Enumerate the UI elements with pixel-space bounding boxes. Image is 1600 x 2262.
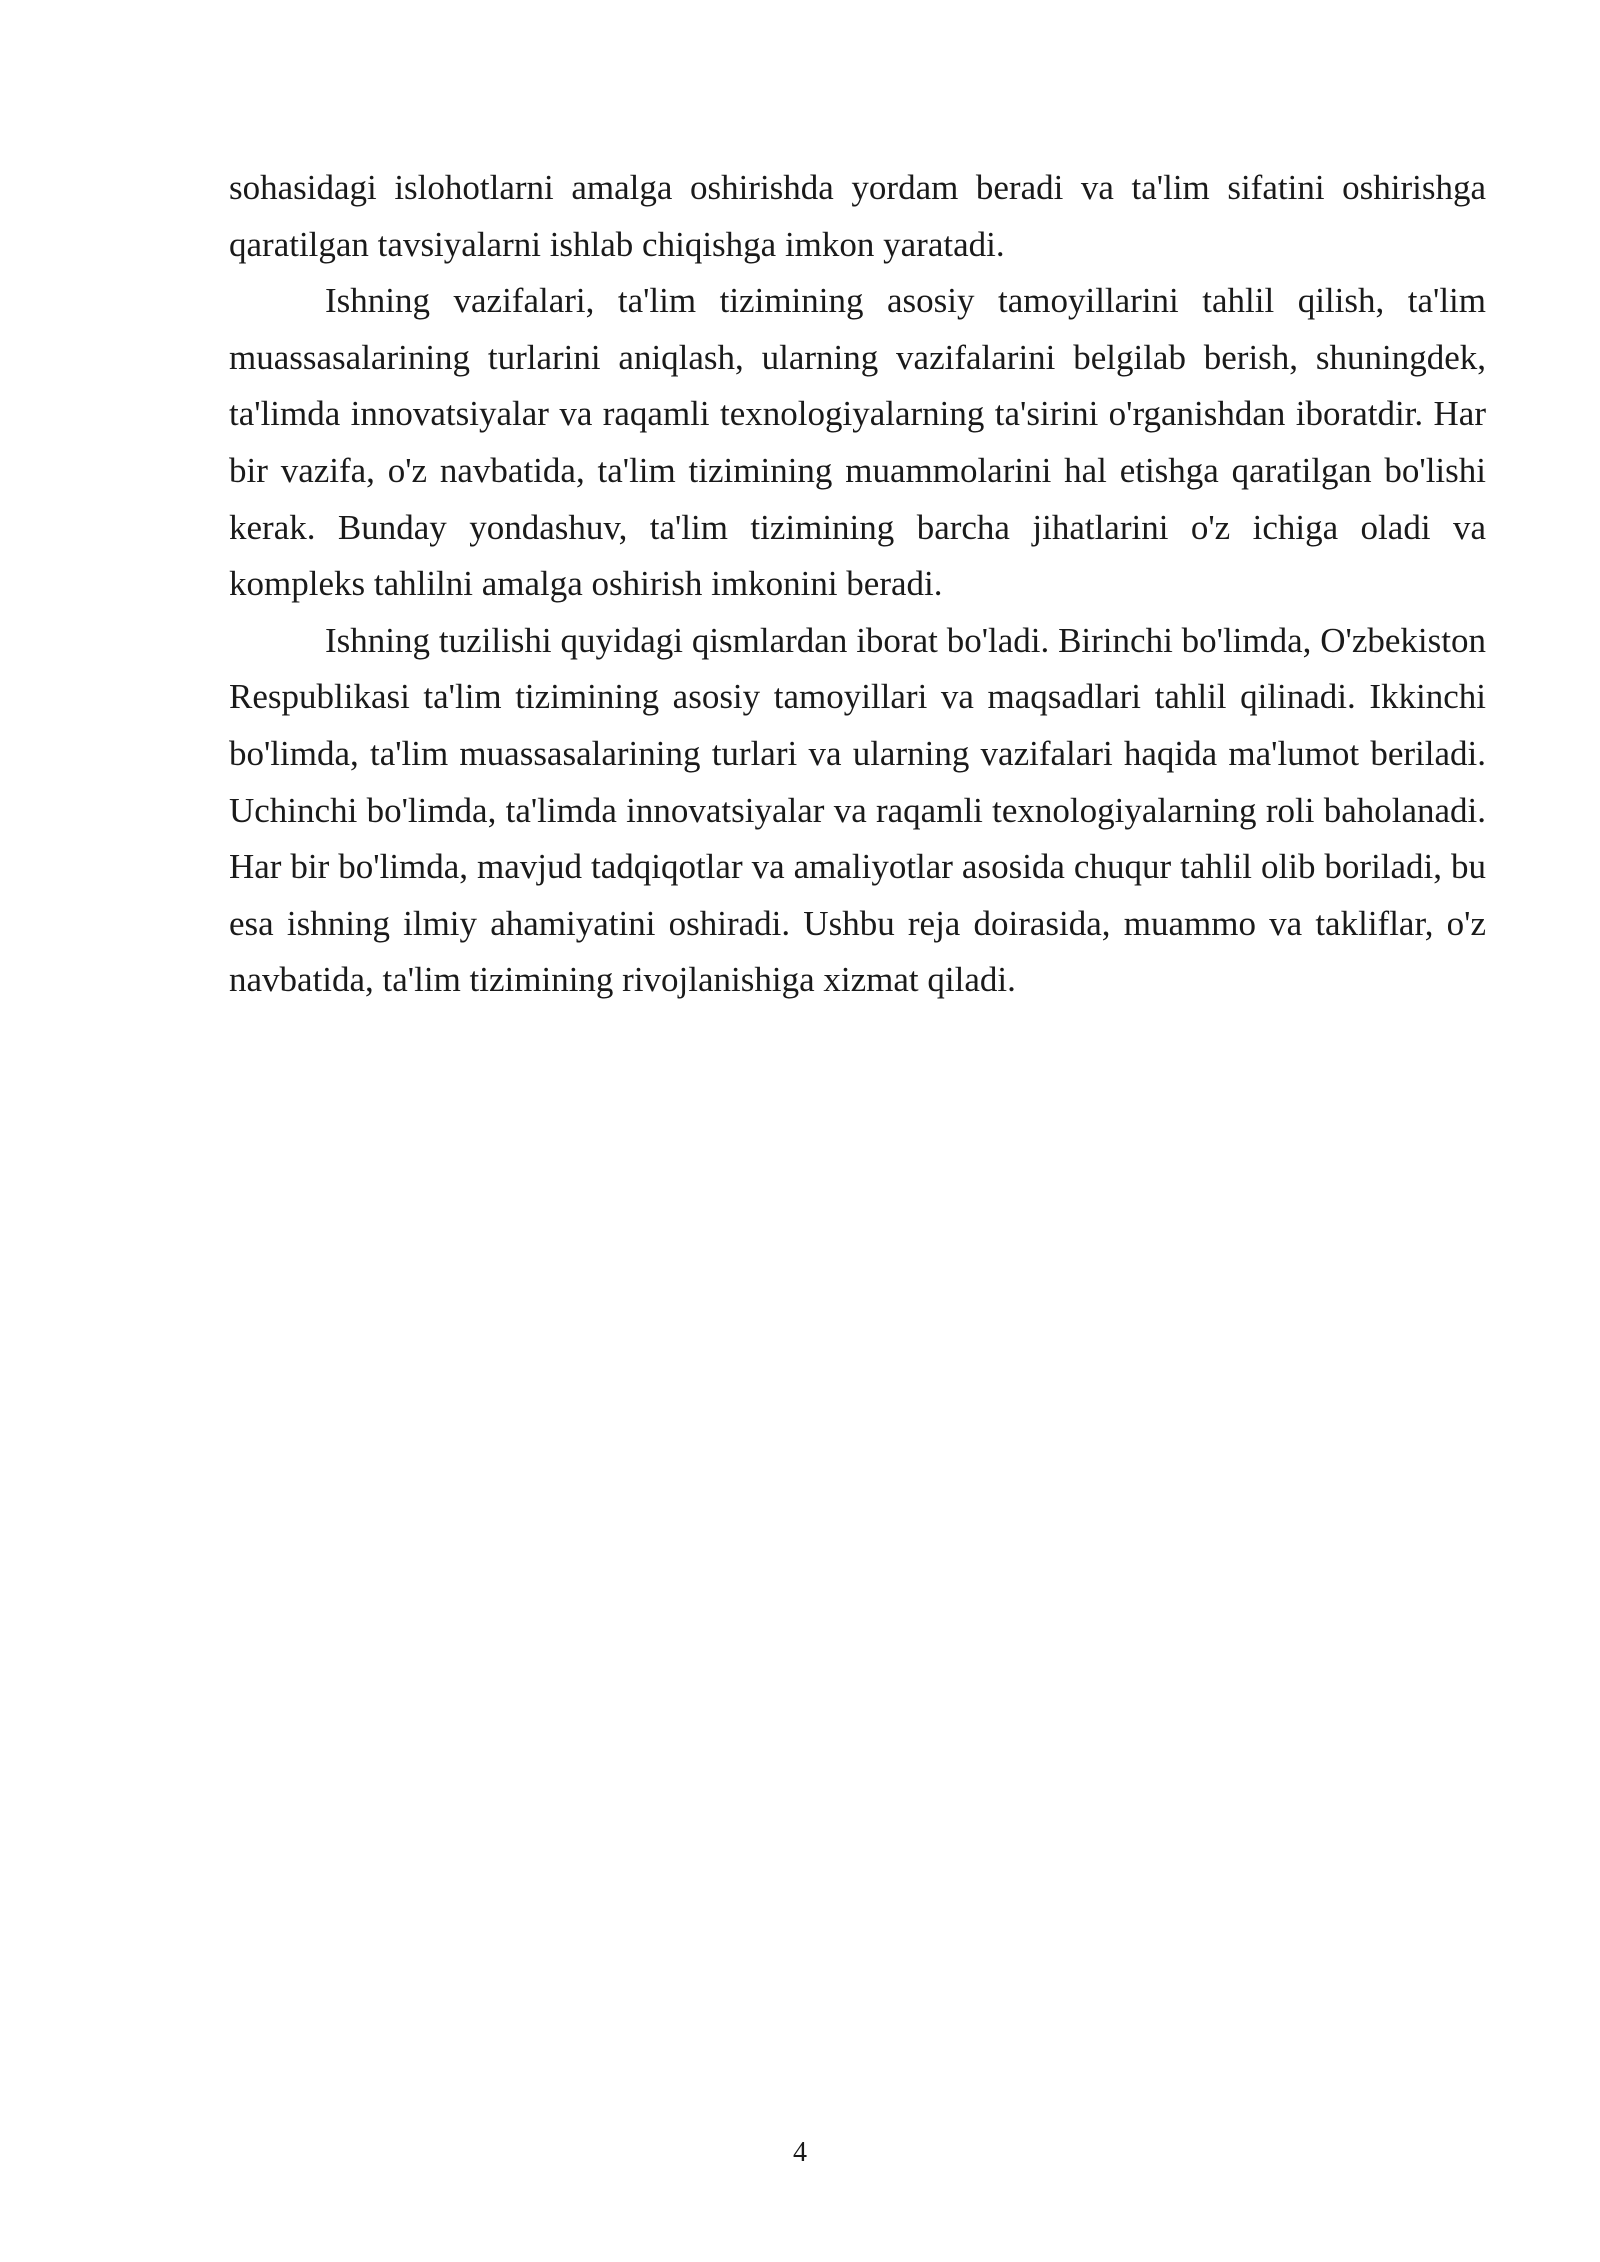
paragraph-continuation: sohasidagi islohotlarni amalga oshirishda yordam beradi va ta'lim sifatini oshirishga qaratilgan tavsiyalarni ishlab chiqishga imkon yaratadi. <box>229 168 1486 264</box>
body-text <box>229 160 1486 1009</box>
paragraph-tasks: Ishning vazifalari, ta'lim tizimining asosiy tamoyillarini tahlil qilish, ta'lim muassasalarining turlarini aniqlash, ularning vazifalarini belgilab berish, shuningdek, ta'limda innovatsiyalar va raqamli texnologiyalarning ta'sirini o'rganishdan iboratdir. Har bir vazifa, o'z navbatida, ta'lim tizimining muammolarini hal etishga qaratilgan bo'lishi kerak. Bunday yondashuv, ta'lim tizimining barcha jihatlarini o'z ichiga oladi va kompleks tahlilni amalga oshirish imkonini beradi. <box>229 281 1486 604</box>
paragraph-structure: Ishning tuzilishi quyidagi qismlardan iborat bo'ladi. Birinchi bo'limda, O'zbekiston Respublikasi ta'lim tizimining asosiy tamoyillari va maqsadlari tahlil qilinadi. Ikkinchi bo'limda, ta'lim muassasalarining turlari va ularning vazifalari haqida ma'lumot beriladi. Uchinchi bo'limda, ta'limda innovatsiyalar va raqamli texnologiyalarning roli baholanadi. Har bir bo'limda, mavjud tadqiqotlar va amaliyotlar asosida chuqur tahlil olib boriladi, bu esa ishning ilmiy ahamiyatini oshiradi. Ushbu reja doirasida, muammo va takliflar, o'z navbatida, ta'lim tizimining rivojlanishiga xizmat qiladi. <box>229 620 1486 1000</box>
page-number: 4 <box>793 2137 807 2168</box>
